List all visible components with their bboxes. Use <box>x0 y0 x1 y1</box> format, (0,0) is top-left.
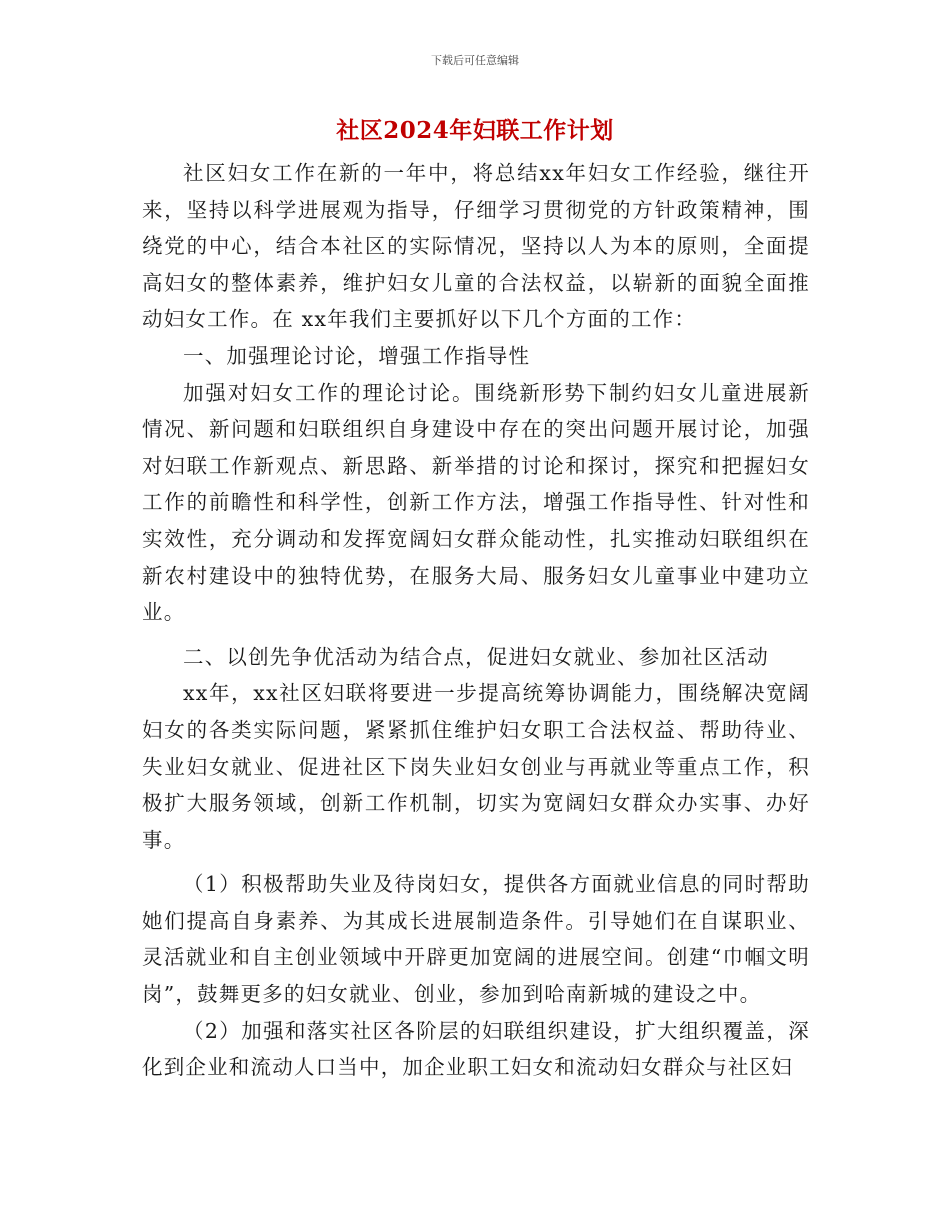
document-body <box>142 155 810 1086</box>
section-heading-1: 一、加强理论讨论，增强工作指导性 <box>183 343 531 368</box>
section-1-paragraph: 加强对妇女工作的理论讨论。围绕新形势下制约妇女儿童进展新情况、新问题和妇联组织自身建设中存在的突出问题开展讨论，加强对妇联工作新观点、新思路、新举措的讨论和探讨，探究和把握妇女工作的前瞻性和科学性，创新工作方法，增强工作指导性、针对性和实效性，充分调动和发挥宽阔妇女群众能动性，扎实推动妇联组织在新农村建设中的独特优势，在服务大局、服务妇女儿童事业中建功立业。 <box>142 380 810 625</box>
item-2-paragraph: （2）加强和落实社区各阶层的妇联组织建设，扩大组织覆盖，深化到企业和流动人口当中，加企业职工妇女和流动妇女群众与社区妇 <box>142 1018 810 1080</box>
section-2-paragraph: xx年，xx社区妇联将要进一步提高统筹协调能力，围绕解决宽阔妇女的各类实际问题，紧紧抓住维护妇女职工合法权益、帮助待业、失业妇女就业、促进社区下岗失业妇女创业与再就业等重点工作，积极扩大服务领域，创新工作机制，切实为宽阔妇女群众办实事、办好事。 <box>142 681 810 852</box>
section-heading-2: 二、以创先争优活动为结合点，促进妇女就业、参加社区活动 <box>183 644 769 669</box>
intro-paragraph: 社区妇女工作在新的一年中，将总结xx年妇女工作经验，继往开来，坚持以科学进展观为指导，仔细学习贯彻党的方针政策精神，围绕党的中心，结合本社区的实际情况，坚持以人为本的原则，全面提高妇女的整体素养，维护妇女儿童的合法权益，以崭新的面貌全面推动妇女工作。在 xx年我们主要抓好以下几个方面的工作： <box>142 161 810 332</box>
header-note: 下载后可任意编辑 <box>431 54 519 67</box>
document-title: 社区2024年妇联工作计划 <box>336 117 614 144</box>
item-1-paragraph: （1）积极帮助失业及待岗妇女，提供各方面就业信息的同时帮助她们提高自身素养、为其成长进展制造条件。引导她们在自谋职业、灵活就业和自主创业领域中开辟更加宽阔的进展空间。创建“巾帼文明岗”，鼓舞更多的妇女就业、创业，参加到哈南新城的建设之中。 <box>142 872 810 1007</box>
